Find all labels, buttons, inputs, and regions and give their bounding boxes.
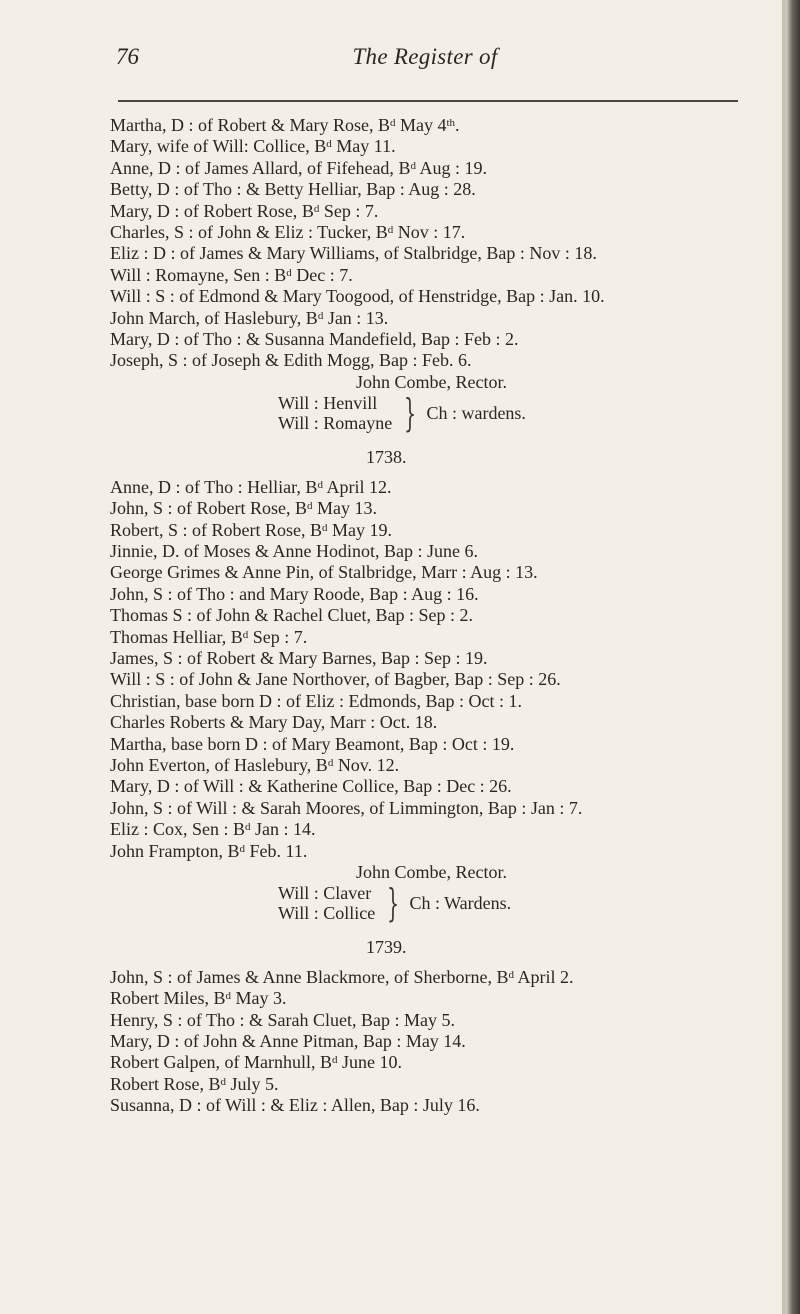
warden-name: Will : Henvill <box>278 393 378 414</box>
register-entry: Thomas Helliar, $B^d$ Sep : 7. <box>110 626 308 647</box>
register-entry: Eliz : Cox, Sen : $B^d$ Jan : 14. <box>110 819 316 840</box>
register-entry: Anne, D : of James Allard, of Fifehead, $B^d$ Aug : 19. <box>110 157 487 178</box>
register-entry: George Grimes & Anne Pin, of Stalbridge, Marr : Aug : 13. <box>110 562 538 583</box>
register-entry: Jinnie, D. of Moses & Anne Hodinot, Bap : June 6. <box>110 540 478 561</box>
register-entry: Mary, D : of John & Anne Pitman, Bap : May 14. <box>110 1031 466 1052</box>
register-entry: Will : Romayne, Sen : $B^d$ Dec : 7. <box>110 264 353 285</box>
warden-names <box>278 393 392 433</box>
warden-name: Will : Collice <box>278 903 376 924</box>
page-number: 76 <box>116 44 139 69</box>
year-heading: 1738. <box>366 447 407 468</box>
register-entry: John, S : of Tho : and Mary Roode, Bap : Aug : 16. <box>110 583 479 604</box>
register-entry: Mary, D : of Robert Rose, $B^d$ Sep : 7. <box>110 200 379 221</box>
register-entry: Eliz : D : of James & Mary Williams, of Stalbridge, Bap : Nov : 18. <box>110 243 597 264</box>
register-entry: John March, of Haslebury, $B^d$ Jan : 13. <box>110 307 389 328</box>
rector-signature: John Combe, Rector. <box>356 862 507 882</box>
brace-glyph: } <box>404 391 417 436</box>
brace-glyph: } <box>387 881 400 926</box>
register-entry: John Everton, of Haslebury, $B^d$ Nov. 12. <box>110 754 400 775</box>
register-entry: Charles, S : of John & Eliz : Tucker, $B^d$ Nov : 17. <box>110 222 466 243</box>
book-spine-edge <box>786 0 800 1314</box>
wardens-label: Ch : wardens. <box>426 402 526 423</box>
register-entry: Mary, wife of Will: Collice, $B^d$ May 11. <box>110 136 396 157</box>
entries-1738 <box>110 477 760 862</box>
churchwardens-signoff <box>110 881 760 926</box>
register-entry: Christian, base born D : of Eliz : Edmonds, Bap : Oct : 1. <box>110 690 522 711</box>
warden-name: Will : Claver <box>278 883 372 904</box>
page-header <box>110 44 740 84</box>
register-entry: Robert Galpen, of Marnhull, $B^d$ June 10. <box>110 1052 402 1073</box>
register-entry: Susanna, D : of Will : & Eliz : Allen, Bap : July 16. <box>110 1095 480 1116</box>
warden-name: Will : Romayne <box>278 413 393 434</box>
register-entry: John Frampton, $B^d$ Feb. 11. <box>110 840 308 861</box>
warden-names <box>278 883 375 923</box>
wardens-label: Ch : Wardens. <box>409 892 512 913</box>
register-entry: Will : S : of John & Jane Northover, of Bagber, Bap : Sep : 26. <box>110 669 561 690</box>
register-entry: Robert, S : of Robert Rose, $B^d$ May 19. <box>110 519 393 540</box>
register-entry: Will : S : of Edmond & Mary Toogood, of Henstridge, Bap : Jan. 10. <box>110 286 605 307</box>
register-entry: Robert Rose, $B^d$ July 5. <box>110 1073 279 1094</box>
register-entry: Martha, base born D : of Mary Beamont, Bap : Oct : 19. <box>110 733 515 754</box>
register-entry: John, S : of James & Anne Blackmore, of Sherborne, $B^d$ April 2. <box>110 966 574 987</box>
register-entry: Thomas S : of John & Rachel Cluet, Bap : Sep : 2. <box>110 605 473 626</box>
entries-1739 <box>110 967 760 1117</box>
register-entry: James, S : of Robert & Mary Barnes, Bap : Sep : 19. <box>110 647 488 668</box>
register-entry: Henry, S : of Tho : & Sarah Cluet, Bap : May 5. <box>110 1009 455 1030</box>
register-entry: Martha, D : of Robert & Mary Rose, $B^d$ May 4th. <box>110 115 460 135</box>
churchwardens-signoff <box>110 391 760 436</box>
register-entry: Mary, D : of Will : & Katherine Collice, Bap : Dec : 26. <box>110 776 512 797</box>
register-entry: John, S : of Will : & Sarah Moores, of Limmington, Bap : Jan : 7. <box>110 797 583 818</box>
register-entry: Robert Miles, $B^d$ May 3. <box>110 988 287 1009</box>
register-entry: Joseph, S : of Joseph & Edith Mogg, Bap : Feb. 6. <box>110 350 472 371</box>
register-text <box>110 115 760 1117</box>
register-entry: John, S : of Robert Rose, $B^d$ May 13. <box>110 498 378 519</box>
year-heading: 1739. <box>366 937 407 958</box>
rector-signature: John Combe, Rector. <box>356 371 507 392</box>
entries-1737 <box>110 115 760 372</box>
header-rule <box>118 100 738 102</box>
register-entry: Anne, D : of Tho : Helliar, $B^d$ April 12. <box>110 476 392 497</box>
register-entry: Charles Roberts & Mary Day, Marr : Oct. 18. <box>110 712 438 733</box>
register-entry: Mary, D : of Tho : & Susanna Mandefield, Bap : Feb : 2. <box>110 329 519 350</box>
running-title: The Register of <box>352 44 498 69</box>
register-entry: Betty, D : of Tho : & Betty Helliar, Bap : Aug : 28. <box>110 179 476 200</box>
